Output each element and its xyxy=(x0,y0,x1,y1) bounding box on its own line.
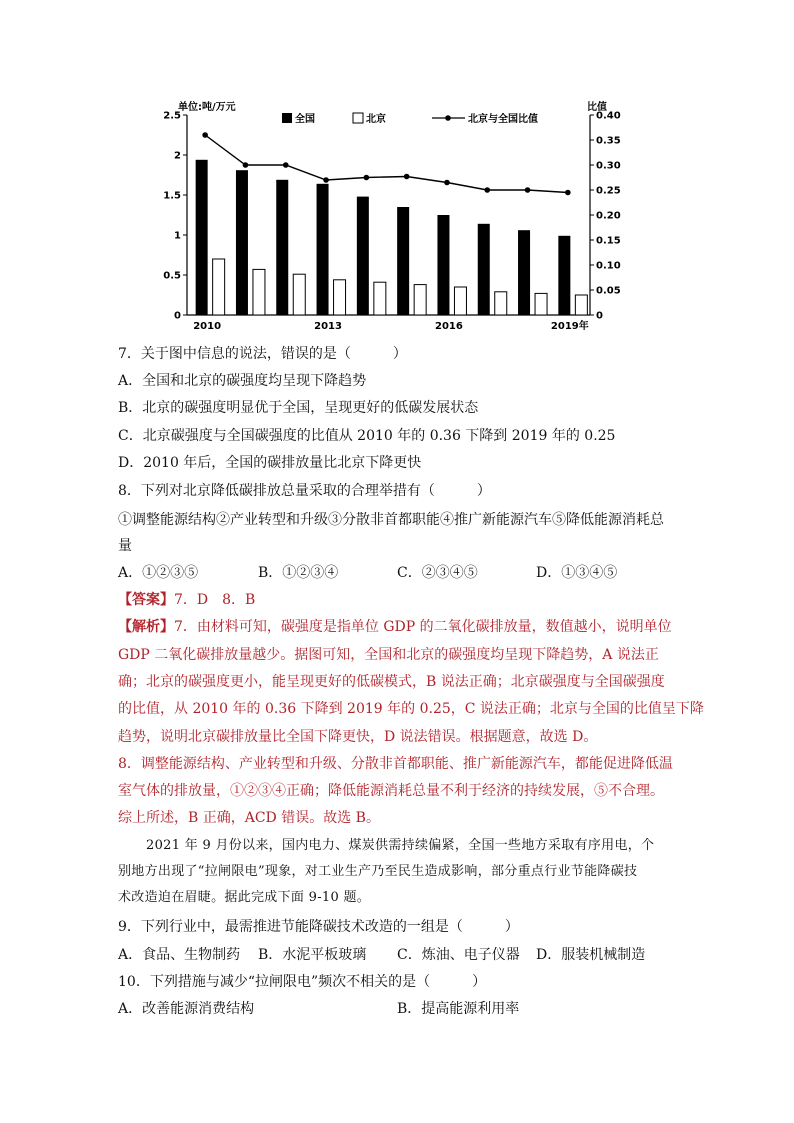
q7-option-a: A．全国和北京的碳强度均呈现下降趋势 xyxy=(118,373,367,389)
carbon-intensity-chart xyxy=(160,96,630,336)
ratio-point xyxy=(283,162,289,168)
ratio-point xyxy=(525,187,531,193)
legend-marker-ratio xyxy=(445,115,451,121)
right-tick-label: 0.20 xyxy=(596,210,621,222)
left-tick-label: 1 xyxy=(174,230,181,242)
bar-national xyxy=(317,184,329,315)
analysis-line-8: 综上所述，B 正确，ACD 错误。故选 B。 xyxy=(118,810,380,826)
ratio-point xyxy=(364,175,370,181)
analysis-line-4: 的比值，从 2010 年的 0.36 下降到 2019 年的 0.25，C 说法正确；北京与全国的比值呈下降 xyxy=(118,701,704,717)
ratio-point xyxy=(202,132,208,138)
answer-line xyxy=(118,590,698,610)
right-tick-label: 0.35 xyxy=(596,135,621,147)
analysis-line-7: 室气体的排放量，①②③④正确；降低能源消耗总量不利于经济的持续发展，⑤不合理。 xyxy=(118,783,664,799)
right-tick-label: 0.25 xyxy=(596,185,621,197)
legend-label-beijing: 北京 xyxy=(366,114,386,125)
q9-option-b: B．水泥平板玻璃 xyxy=(258,947,367,963)
q7-stem: 7．关于图中信息的说法，错误的是（ ） xyxy=(118,346,407,362)
q7-option-c: C．北京碳强度与全国碳强度的比值从 2010 年的 0.36 下降到 2019 年的 0.25 xyxy=(118,428,616,444)
legend xyxy=(282,112,538,125)
x-axis-ticks xyxy=(193,319,589,332)
right-tick-label: 0.30 xyxy=(596,160,621,172)
q8-items-line1: ①调整能源结构②产业转型和升级③分散非首都职能④推广新能源汽车⑤降低能源消耗总 xyxy=(118,512,664,528)
bar-national xyxy=(397,207,409,315)
passage-line-2: 别地方出现了“拉闸限电”现象，对工业生产乃至民生造成影响，部分重点行业节能降碳技 xyxy=(118,864,638,879)
legend-swatch-national xyxy=(282,113,292,123)
bar-beijing xyxy=(334,280,346,315)
y-left-axis-label: 单位:吨/万元 xyxy=(178,102,236,113)
right-tick-label: 0.10 xyxy=(596,260,621,272)
bar-beijing xyxy=(293,274,305,315)
ratio-point xyxy=(243,162,249,168)
ratio-point xyxy=(565,190,571,196)
legend-swatch-beijing xyxy=(353,113,363,123)
x-tick-label: 2010 xyxy=(193,321,222,332)
x-tick-label: 2016 xyxy=(435,321,463,332)
legend-label-national: 全国 xyxy=(295,114,315,125)
answer-tag: 【答案】 xyxy=(118,592,174,608)
right-tick-label: 0 xyxy=(596,310,603,322)
left-axis-ticks xyxy=(163,111,187,322)
q9-stem: 9．下列行业中，最需推进节能降碳技术改造的一组是（ ） xyxy=(118,919,519,935)
x-tick-label: 2013 xyxy=(314,321,342,332)
analysis-line-6: 8．调整能源结构、产业转型和升级、分散非首都职能、推广新能源汽车，都能促进降低温 xyxy=(118,756,673,772)
bar-beijing xyxy=(575,295,587,315)
bar-national xyxy=(558,236,570,315)
q10-stem: 10．下列措施与减少“拉闸限电”频次不相关的是（ ） xyxy=(118,974,487,990)
q8-stem: 8．下列对北京降低碳排放总量采取的合理举措有（ ） xyxy=(118,483,491,499)
y-right-axis-label: 比值 xyxy=(587,102,607,113)
ratio-line-group xyxy=(202,132,570,195)
right-tick-label: 0.05 xyxy=(596,285,621,297)
ratio-point xyxy=(444,180,450,186)
bar-national xyxy=(518,230,530,315)
right-tick-label: 0.15 xyxy=(596,235,621,247)
bars-group xyxy=(196,160,588,315)
q8-option-b: B．①②③④ xyxy=(258,565,339,581)
analysis-text-1: 7．由材料可知，碳强度是指单位 GDP 的二氧化碳排放量，数值越小，说明单位 xyxy=(174,619,672,635)
right-axis-ticks xyxy=(590,111,621,322)
bar-national xyxy=(196,160,208,315)
passage-line-1: 2021 年 9 月份以来，国内电力、煤炭供需持续偏紧，全国一些地方采取有序用电，个 xyxy=(146,838,655,853)
answer-text: 7．D 8．B xyxy=(174,592,256,608)
bar-national xyxy=(357,197,369,315)
ratio-point xyxy=(404,174,410,180)
q9-option-d: D．服装机械制造 xyxy=(536,947,646,963)
left-tick-label: 1.5 xyxy=(163,190,181,202)
q10-option-b: B．提高能源利用率 xyxy=(397,1001,520,1017)
bar-beijing xyxy=(253,269,265,315)
ratio-point xyxy=(323,177,329,183)
bar-national xyxy=(276,180,288,315)
ratio-point xyxy=(484,187,490,193)
bar-beijing xyxy=(454,287,466,315)
analysis-line-3: 确；北京的碳强度更小，能呈现更好的低碳模式，B 说法正确；北京碳强度与全国碳强度 xyxy=(118,674,665,690)
analysis-line-2: GDP 二氧化碳排放量越少。据图可知，全国和北京的碳强度均呈现下降趋势，A 说法正 xyxy=(118,647,659,663)
passage-line-3: 术改造迫在眉睫。据此完成下面 9-10 题。 xyxy=(118,890,371,905)
bar-beijing xyxy=(374,282,386,315)
x-tick-label: 2019年 xyxy=(550,321,589,332)
left-tick-label: 2.5 xyxy=(163,110,181,122)
bar-national xyxy=(236,170,248,315)
q10-option-a: A．改善能源消费结构 xyxy=(118,1001,255,1017)
q7-option-b: B．北京的碳强度明显优于全国，呈现更好的低碳发展状态 xyxy=(118,400,479,416)
q8-option-c: C．②③④⑤ xyxy=(397,565,478,581)
left-tick-label: 0 xyxy=(174,310,181,322)
left-tick-label: 0.5 xyxy=(163,270,181,282)
left-tick-label: 2 xyxy=(174,150,181,162)
ratio-line xyxy=(205,135,568,193)
bar-national xyxy=(478,224,490,315)
bar-beijing xyxy=(535,293,547,315)
analysis-tag: 【解析】 xyxy=(118,619,174,635)
q9-option-a: A．食品、生物制药 xyxy=(118,947,241,963)
analysis-line-5: 趋势，说明北京碳排放量比全国下降更快，D 说法错误。根据题意，故选 D。 xyxy=(118,729,598,745)
bar-beijing xyxy=(495,292,507,315)
q7-option-d: D．2010 年后，全国的碳排放量比北京下降更快 xyxy=(118,455,422,471)
right-tick-label: 0.40 xyxy=(596,110,621,122)
bar-beijing xyxy=(213,259,225,315)
bar-beijing xyxy=(414,285,426,315)
q9-option-c: C．炼油、电子仪器 xyxy=(397,947,520,963)
q8-option-a: A．①②③⑤ xyxy=(118,565,199,581)
bar-national xyxy=(437,215,449,315)
analysis-line-1 xyxy=(118,617,698,637)
q8-items-line2: 量 xyxy=(118,538,132,554)
q8-option-d: D．①③④⑤ xyxy=(536,565,618,581)
legend-label-ratio: 北京与全国比值 xyxy=(468,114,538,125)
